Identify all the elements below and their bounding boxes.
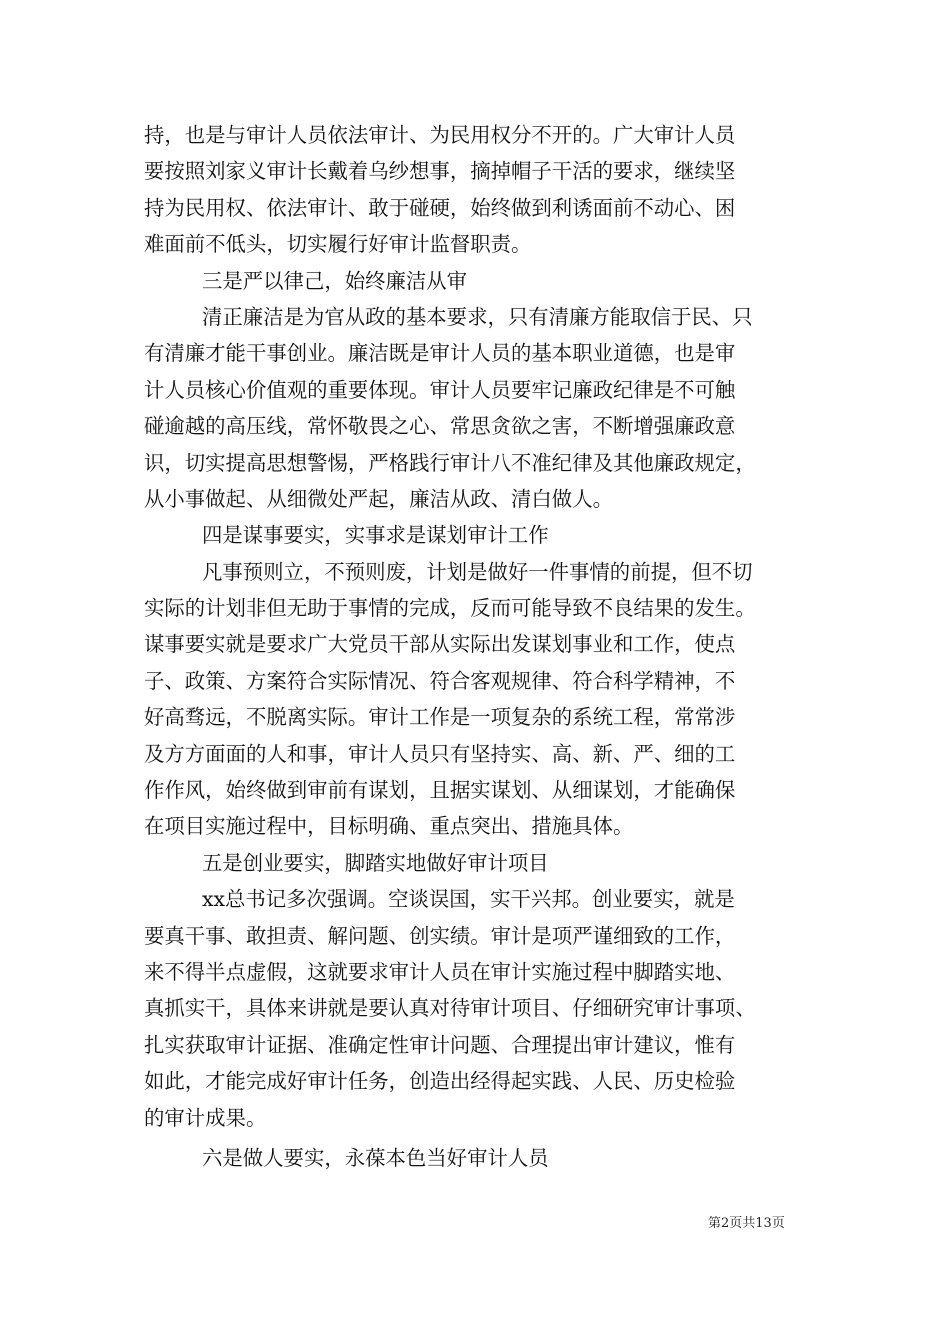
text-line: 实际的计划非但无助于事情的完成，反而可能导致不良结果的发生。	[144, 596, 756, 621]
text-line: 持为民用权、依法审计、敢于碰硬，始终做到利诱面前不动心、困	[144, 195, 736, 220]
paragraph-start: 凡事预则立，不预则废，计划是做好一件事情的前提，但不切	[202, 559, 753, 584]
section-heading-4: 四是谋事要实，实事求是谋划审计工作	[202, 523, 549, 548]
document-body	[144, 117, 812, 1176]
section-heading-5: 五是创业要实，脚踏实地做好审计项目	[202, 850, 549, 875]
text-line: 碰逾越的高压线，常怀敬畏之心、常思贪欲之害，不断增强廉政意	[144, 414, 736, 439]
text-line: 及方方面面的人和事，审计人员只有坚持实、高、新、严、细的工	[144, 741, 736, 766]
text-line: 识，切实提高思想警惕，严格践行审计八不准纪律及其他廉政规定，	[144, 450, 756, 475]
section-heading-6: 六是做人要实，永葆本色当好审计人员	[202, 1145, 549, 1170]
text-line: 从小事做起、从细微处严起，廉洁从政、清白做人。	[144, 486, 613, 511]
paragraph-start: xx总书记多次强调。空谈误国，实干兴邦。创业要实，就是	[202, 887, 735, 912]
text-line: 计人员核心价值观的重要体现。审计人员要牢记廉政纪律是不可触	[144, 377, 736, 402]
text-line: 持，也是与审计人员依法审计、为民用权分不开的。广大审计人员	[144, 123, 736, 147]
text-line: 的审计成果。	[144, 1105, 267, 1130]
text-line: 谋事要实就是要求广大党员干部从实际出发谋划事业和工作，使点	[144, 632, 736, 657]
text-line: 如此，才能完成好审计任务，创造出经得起实践、人民、历史检验	[144, 1069, 736, 1094]
paragraph-start: 清正廉洁是为官从政的基本要求，只有清廉方能取信于民、只	[202, 304, 753, 329]
text-line: 子、政策、方案符合实际情况、符合客观规律、符合科学精神，不	[144, 668, 736, 693]
text-line: 有清廉才能干事创业。廉洁既是审计人员的基本职业道德，也是审	[144, 341, 736, 366]
text-line: 在项目实施过程中，目标明确、重点突出、措施具体。	[144, 814, 634, 839]
text-line: 好高骛远，不脱离实际。审计工作是一项复杂的系统工程，常常涉	[144, 705, 736, 730]
page-number: 第2页共13页	[708, 1216, 785, 1231]
text-line: 扎实获取审计证据、准确定性审计问题、合理提出审计建议，惟有	[144, 1032, 736, 1057]
text-line: 要真干事、敢担责、解问题、创实绩。审计是项严谨细致的工作，	[144, 923, 736, 948]
text-line: 来不得半点虚假，这就要求审计人员在审计实施过程中脚踏实地、	[144, 959, 736, 984]
text-line: 作作风，始终做到审前有谋划，且据实谋划、从细谋划，才能确保	[144, 778, 736, 803]
text-line: 难面前不低头，切实履行好审计监督职责。	[144, 232, 532, 257]
text-line: 真抓实干，具体来讲就是要认真对待审计项目、仔细研究审计事项、	[144, 996, 756, 1021]
section-heading-3: 三是严以律己，始终廉洁从审	[202, 268, 468, 293]
text-line: 要按照刘家义审计长戴着乌纱想事，摘掉帽子干活的要求，继续坚	[144, 159, 736, 184]
